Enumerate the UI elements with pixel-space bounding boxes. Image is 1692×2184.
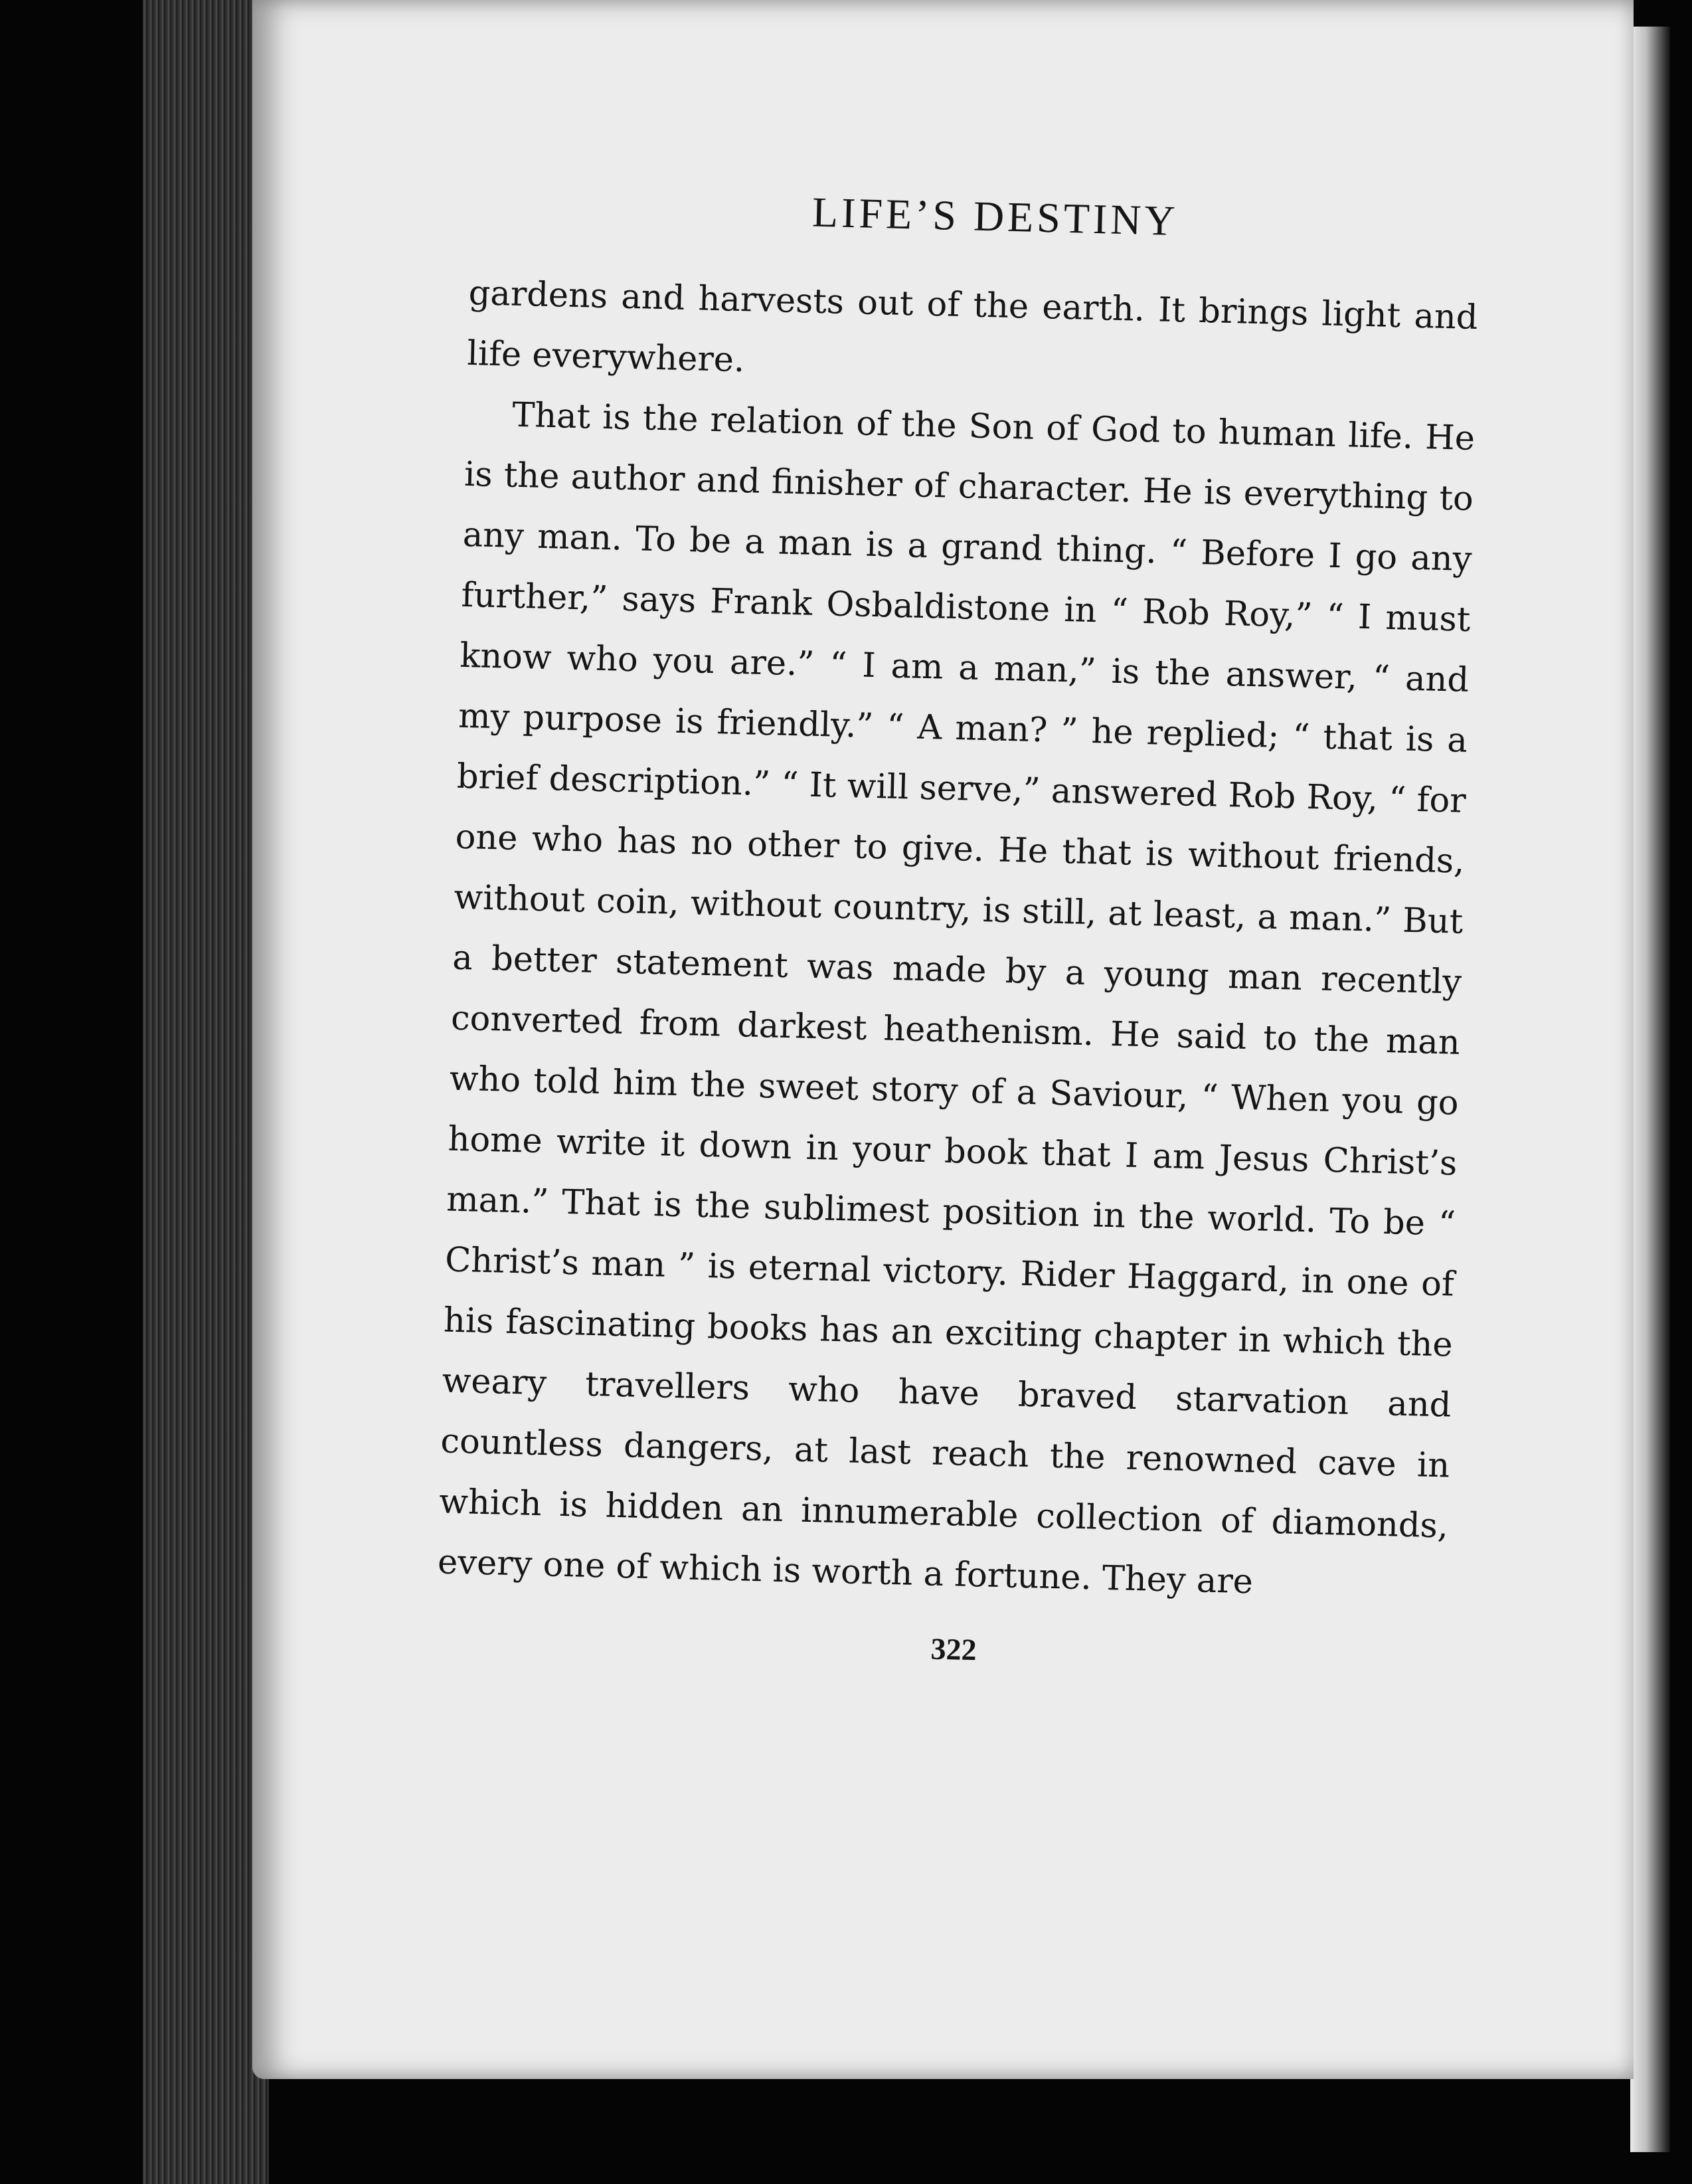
page-number: 322 — [930, 1631, 977, 1667]
facing-page-edge — [1630, 27, 1670, 2152]
body-text — [437, 263, 1478, 1617]
running-head: LIFE’S DESTINY — [811, 188, 1179, 245]
paragraph-continued: gardens and harvests out of the earth. It brings light and life everywhere. — [466, 273, 1479, 381]
book-page — [252, 0, 1634, 2079]
paragraph: That is the relation of the Son of God to human life. He is the author and finisher of character. He is everything to any man. To be a man is a grand thing. “ Before I go any further,” says Frank Osbaldistone in “ Rob Roy,” “ I must know who you are.” “ I am a man,” is the answer, “ and my purpose is friendly.” “ A man? ” he replied; “ that is a brief description.” “ It will serve,” answered Rob Roy, “ for one who has no other to give. He that is without friends, without coin, without country, is still, at least, a man.” But a better statement was made by a young man recently converted from darkest heathenism. He said to the man who told him the sweet story of a Saviour, “ When you go home write it down in your book that I am Jesus Christ’s man.” That is the sublimest position in the world. To be “ Christ’s man ” is eternal victory. Rider Haggard, in one of his fascinating books has an exciting chapter in which the weary travellers who have braved starvation and countless dangers, at last reach the renowned cave in which is hidden an innumerable collection of diamonds, every one of which is worth a fortune. They are — [437, 395, 1476, 1602]
page-content — [436, 179, 1481, 1679]
book-gutter-edge — [143, 0, 269, 2184]
